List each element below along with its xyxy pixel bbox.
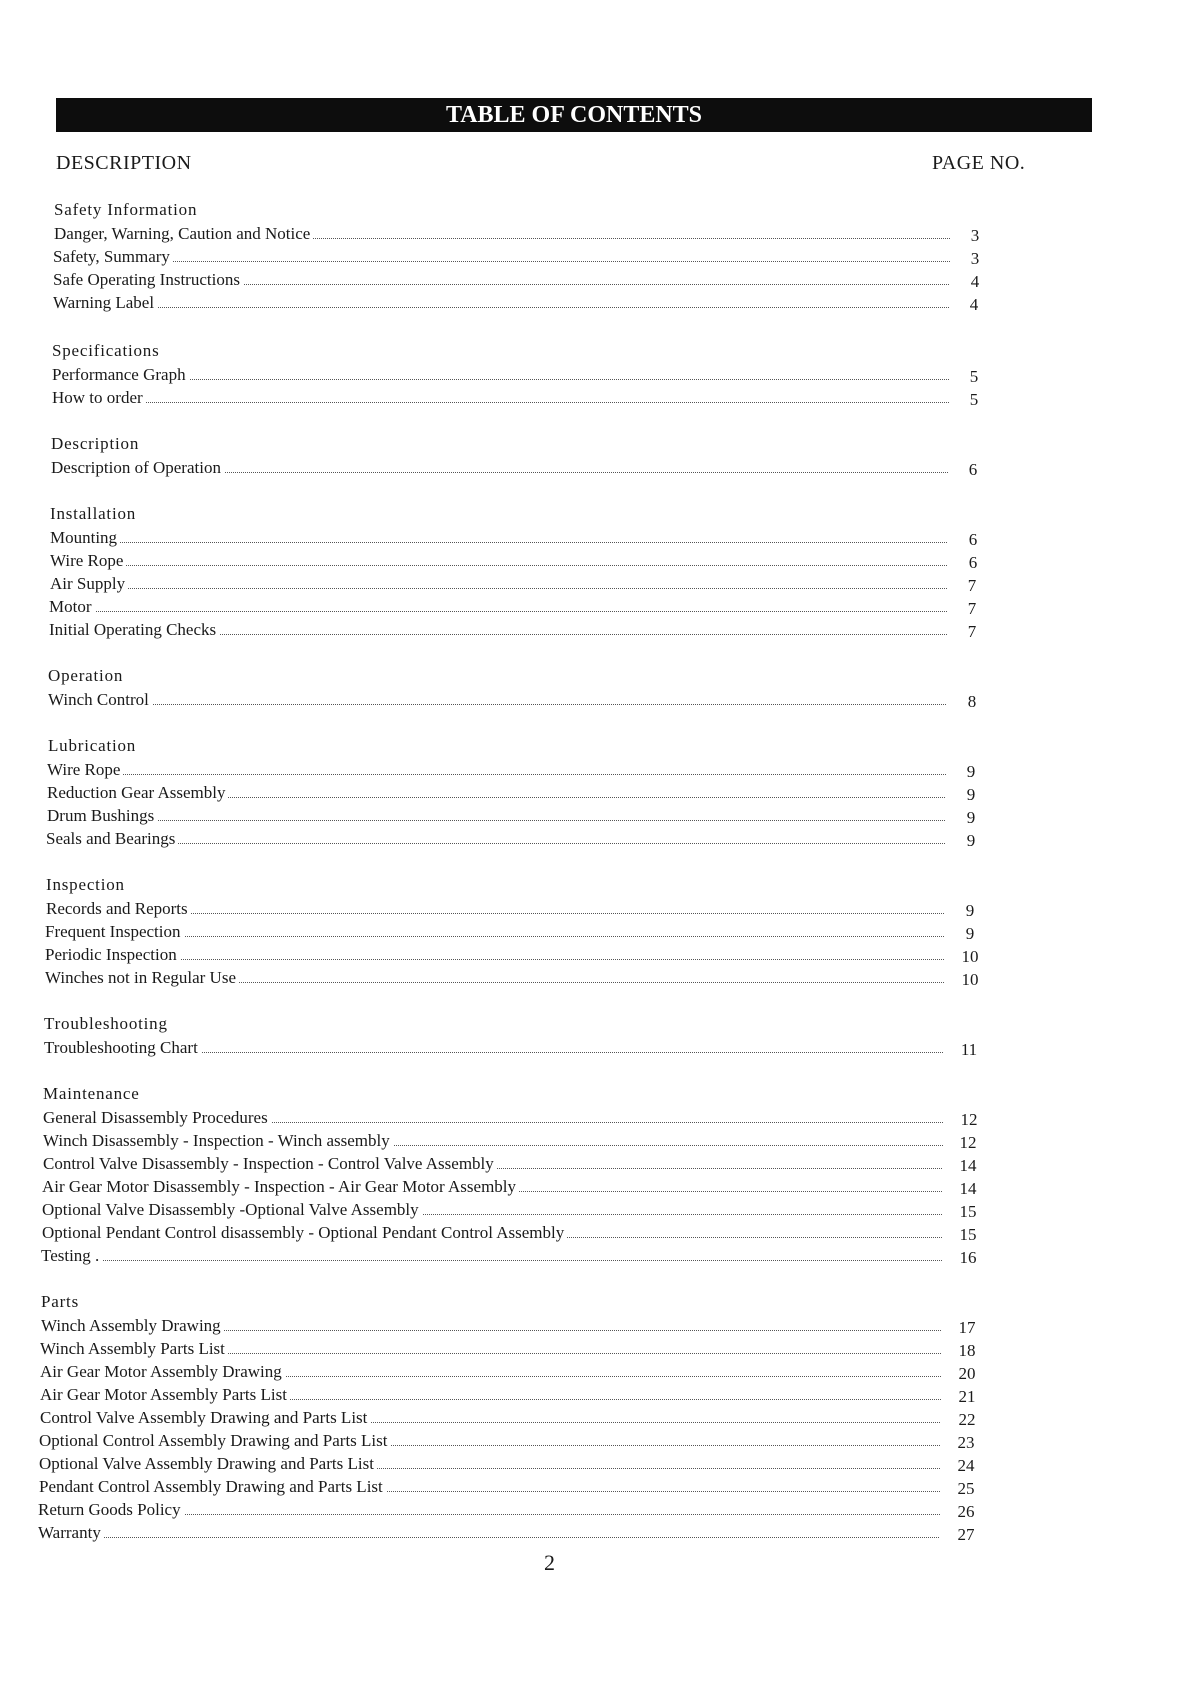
section-title: Operation (48, 666, 124, 685)
toc-title: TABLE OF CONTENTS (56, 98, 1092, 132)
entry-label: Winch Disassembly - Inspection - Winch assembly (43, 1130, 393, 1152)
entry-label: Optional Pendant Control disassembly - Optional Pendant Control Assembly (42, 1222, 567, 1244)
section-title: Inspection (46, 875, 125, 894)
entry-page-number: 6 (968, 530, 978, 549)
entry-page-number: 22 (958, 1410, 976, 1429)
toc-entry[interactable] (47, 759, 946, 781)
toc-entry[interactable] (46, 898, 944, 920)
entry-page-number: 4 (970, 272, 980, 291)
entry-label: Danger, Warning, Caution and Notice (54, 223, 313, 245)
toc-entry[interactable] (47, 782, 945, 804)
entry-page-number: 9 (966, 785, 976, 804)
entry-page-number: 11 (960, 1040, 978, 1059)
entry-label: Winch Assembly Parts List (40, 1338, 228, 1360)
section-title: Description (51, 434, 140, 453)
toc-entry[interactable] (50, 573, 947, 595)
entry-page-number: 20 (958, 1364, 976, 1383)
entry-label: Winch Control (48, 689, 152, 711)
entry-label: Description of Operation (51, 457, 224, 479)
dot-leader (50, 542, 947, 543)
entry-label: Seals and Bearings (46, 828, 178, 850)
toc-entry[interactable] (39, 1430, 940, 1452)
entry-label: Safe Operating Instructions (53, 269, 243, 291)
entry-page-number: 9 (965, 924, 975, 943)
toc-entry[interactable] (45, 944, 944, 966)
entry-page-number: 3 (970, 249, 980, 268)
toc-entry[interactable] (42, 1176, 942, 1198)
entry-page-number: 6 (968, 460, 978, 479)
toc-entry[interactable] (40, 1361, 941, 1383)
entry-page-number: 9 (966, 831, 976, 850)
entry-label: Testing . (41, 1245, 102, 1267)
entry-page-number: 18 (958, 1341, 976, 1360)
entry-page-number: 21 (958, 1387, 976, 1406)
dot-leader (45, 959, 944, 960)
entry-page-number: 15 (959, 1225, 977, 1244)
entry-page-number: 5 (969, 367, 979, 386)
entry-page-number: 10 (961, 947, 979, 966)
toc-entry[interactable] (41, 1315, 941, 1337)
entry-label: Air Supply (50, 573, 128, 595)
toc-entry[interactable] (44, 1037, 943, 1059)
entry-label: General Disassembly Procedures (43, 1107, 271, 1129)
entry-page-number: 3 (970, 226, 980, 245)
toc-entry[interactable] (39, 1453, 940, 1475)
entry-label: Wire Rope (50, 550, 126, 572)
toc-entry[interactable] (52, 387, 949, 409)
dot-leader (49, 611, 947, 612)
entry-page-number: 9 (966, 808, 976, 827)
toc-entry[interactable] (45, 967, 944, 989)
toc-entry[interactable] (38, 1522, 939, 1544)
toc-entry[interactable] (43, 1107, 943, 1129)
entry-page-number: 14 (959, 1179, 977, 1198)
entry-page-number: 27 (957, 1525, 975, 1544)
dot-leader (47, 820, 945, 821)
dot-leader (46, 843, 945, 844)
entry-page-number: 5 (969, 390, 979, 409)
description-column-header: DESCRIPTION (56, 152, 192, 174)
entry-page-number: 4 (969, 295, 979, 314)
section-title: Specifications (52, 341, 160, 360)
dot-leader (38, 1537, 939, 1538)
entry-label: Return Goods Policy (38, 1499, 184, 1521)
dot-leader (53, 307, 949, 308)
entry-label: Winches not in Regular Use (45, 967, 239, 989)
dot-leader (48, 704, 946, 705)
dot-leader (50, 588, 947, 589)
entry-page-number: 9 (966, 762, 976, 781)
dot-leader (50, 565, 947, 566)
toc-entry[interactable] (43, 1153, 942, 1175)
entry-page-number: 15 (959, 1202, 977, 1221)
entry-label: Air Gear Motor Disassembly - Inspection - Air Gear Motor Assembly (42, 1176, 519, 1198)
toc-entry[interactable] (45, 921, 944, 943)
dot-leader (41, 1260, 942, 1261)
toc-entry[interactable] (49, 596, 947, 618)
entry-label: Troubleshooting Chart (44, 1037, 201, 1059)
toc-entry[interactable] (53, 269, 949, 291)
toc-entry[interactable] (50, 527, 947, 549)
entry-label: Periodic Inspection (45, 944, 180, 966)
toc-entry[interactable] (53, 246, 950, 268)
page-number-column-header: PAGE NO. (932, 152, 1026, 174)
entry-label: Pendant Control Assembly Drawing and Parts List (39, 1476, 386, 1498)
entry-page-number: 23 (957, 1433, 975, 1452)
entry-page-number: 14 (959, 1156, 977, 1175)
toc-entry[interactable] (47, 805, 945, 827)
section-title: Parts (41, 1292, 79, 1311)
entry-label: Frequent Inspection (45, 921, 184, 943)
toc-entry[interactable] (43, 1130, 943, 1152)
toc-entry[interactable] (42, 1199, 942, 1221)
toc-entry[interactable] (48, 689, 946, 711)
section-title: Safety Information (54, 200, 198, 219)
entry-page-number: 26 (957, 1502, 975, 1521)
toc-entry[interactable] (39, 1476, 940, 1498)
entry-label: Air Gear Motor Assembly Drawing (40, 1361, 285, 1383)
dot-leader (53, 261, 950, 262)
toc-entry[interactable] (38, 1499, 940, 1521)
toc-entry[interactable] (42, 1222, 942, 1244)
toc-entry[interactable] (40, 1407, 940, 1429)
entry-label: Mounting (50, 527, 120, 549)
entry-label: Drum Bushings (47, 805, 157, 827)
entry-page-number: 25 (957, 1479, 975, 1498)
entry-label: Motor (49, 596, 95, 618)
entry-page-number: 9 (965, 901, 975, 920)
entry-page-number: 16 (959, 1248, 977, 1267)
entry-label: Control Valve Assembly Drawing and Parts List (40, 1407, 370, 1429)
toc-entry[interactable] (53, 292, 949, 314)
entry-page-number: 24 (957, 1456, 975, 1475)
entry-page-number: 7 (967, 576, 977, 595)
section-title: Maintenance (43, 1084, 140, 1103)
toc-entry[interactable] (52, 364, 949, 386)
entry-label: Air Gear Motor Assembly Parts List (40, 1384, 290, 1406)
entry-label: Warranty (38, 1522, 104, 1544)
entry-label: Safety, Summary (53, 246, 173, 268)
entry-label: Optional Valve Disassembly -Optional Valve Assembly (42, 1199, 422, 1221)
page-number: 2 (544, 1550, 555, 1575)
entry-page-number: 7 (967, 622, 977, 641)
entry-label: Winch Assembly Drawing (41, 1315, 224, 1337)
entry-page-number: 12 (960, 1110, 978, 1129)
entry-page-number: 8 (967, 692, 977, 711)
toc-entry[interactable] (41, 1245, 942, 1267)
section-title: Lubrication (48, 736, 137, 755)
entry-page-number: 7 (967, 599, 977, 618)
entry-page-number: 17 (958, 1318, 976, 1337)
entry-label: Reduction Gear Assembly (47, 782, 228, 804)
entry-page-number: 6 (968, 553, 978, 572)
entry-page-number: 10 (961, 970, 979, 989)
entry-page-number: 12 (959, 1133, 977, 1152)
entry-label: Records and Reports (46, 898, 191, 920)
entry-label: Wire Rope (47, 759, 123, 781)
section-title: Troubleshooting (44, 1014, 168, 1033)
entry-label: Warning Label (53, 292, 157, 314)
entry-label: Initial Operating Checks (49, 619, 219, 641)
toc-entry[interactable] (46, 828, 945, 850)
toc-entry[interactable] (49, 619, 947, 641)
dot-leader (47, 774, 946, 775)
dot-leader (52, 402, 949, 403)
entry-label: Optional Control Assembly Drawing and Parts List (39, 1430, 390, 1452)
section-title: Installation (50, 504, 137, 523)
toc-entry[interactable] (51, 457, 948, 479)
toc-entry[interactable] (50, 550, 947, 572)
entry-label: How to order (52, 387, 146, 409)
toc-entry[interactable] (40, 1338, 941, 1360)
toc-entry[interactable] (40, 1384, 941, 1406)
entry-label: Optional Valve Assembly Drawing and Parts List (39, 1453, 377, 1475)
toc-entry[interactable] (54, 223, 950, 245)
entry-label: Control Valve Disassembly - Inspection - Control Valve Assembly (43, 1153, 497, 1175)
entry-label: Performance Graph (52, 364, 189, 386)
